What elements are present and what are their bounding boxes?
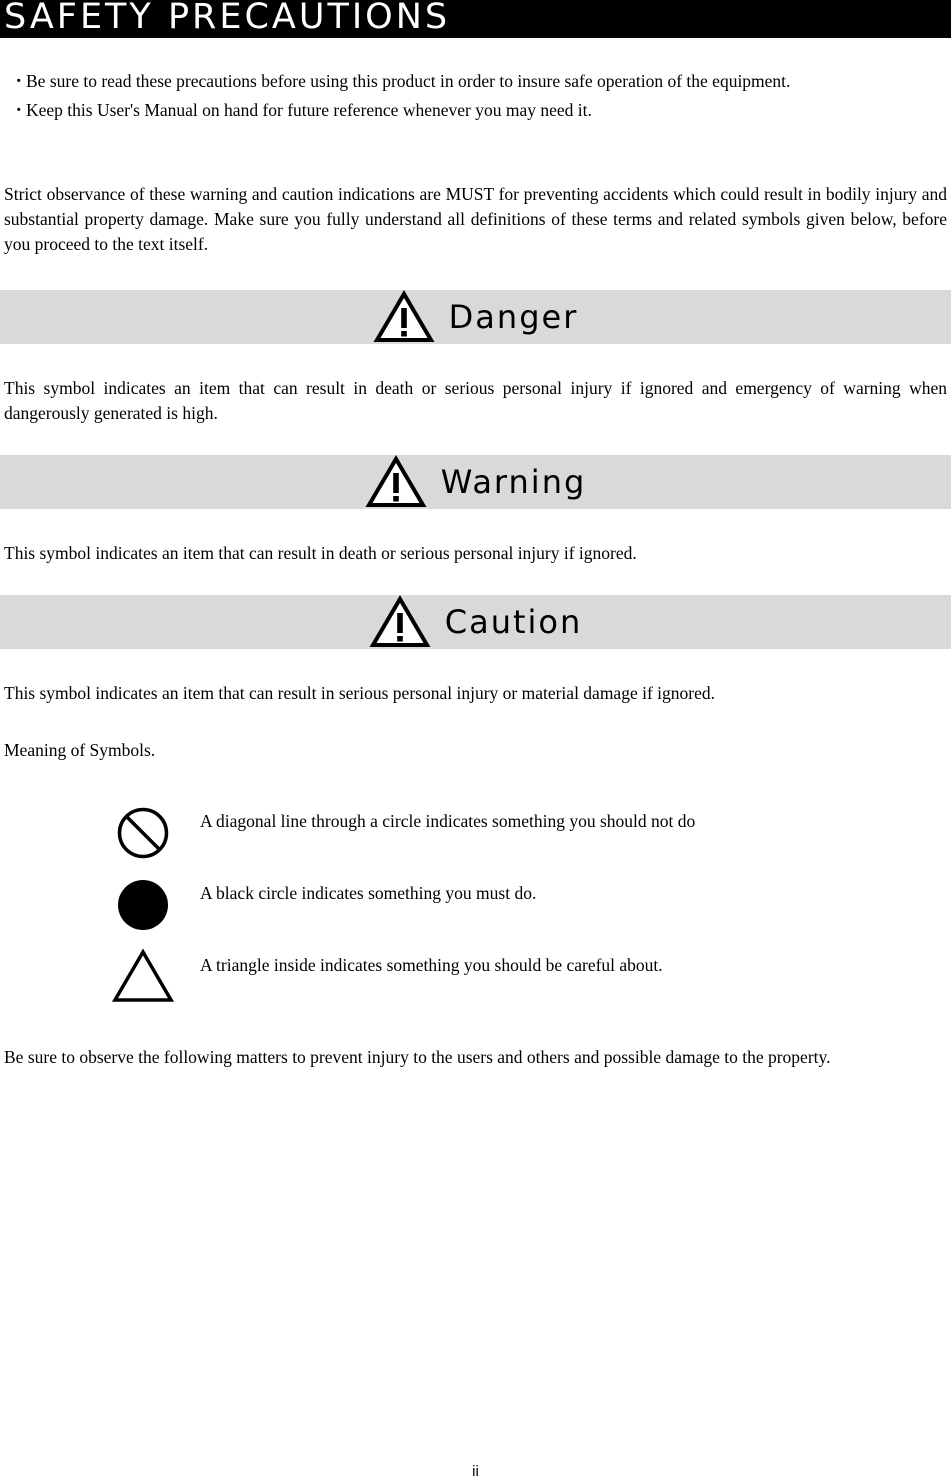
closing-paragraph: Be sure to observe the following matters to prevent injury to the users and others and possible damage to the property. <box>4 1047 831 1067</box>
danger-description: This symbol indicates an item that can result in death or serious personal injury if ignored and emergency of warning when dangerously generated is high. <box>4 378 947 423</box>
symbol-description: A diagonal line through a circle indicates something you should not do <box>200 811 696 831</box>
caution-band <box>0 595 951 649</box>
caution-label: Caution <box>444 603 583 641</box>
danger-band <box>0 290 951 344</box>
page-number: ii <box>472 1463 479 1480</box>
bullet-text: Keep this User's Manual on hand for future reference whenever you may need it. <box>26 100 592 120</box>
page-title: SAFETY PRECAUTIONS <box>4 0 451 37</box>
bullet-item <box>0 98 947 123</box>
symbols-heading: Meaning of Symbols. <box>4 740 156 760</box>
caution-outline-triangle-icon <box>110 946 176 1006</box>
caution-description: This symbol indicates an item that can result in serious personal injury or material damage if ignored. <box>4 683 715 703</box>
bullet-item <box>0 69 947 94</box>
title-bar <box>0 0 951 38</box>
warning-label: Warning <box>440 463 587 501</box>
mandatory-circle-icon <box>110 874 176 934</box>
warning-description: This symbol indicates an item that can result in death or serious personal injury if ignored. <box>4 543 637 563</box>
observance-paragraph: Strict observance of these warning and caution indications are MUST for preventing accidents which could result in bodily injury and substantial property damage. Make sure you fully understand all definitions of these terms and related symbols given below, before you proceed to the text itself. <box>4 184 947 254</box>
bullet-marker: ・ <box>10 100 28 120</box>
bullet-marker: ・ <box>10 71 28 91</box>
danger-label: Danger <box>448 298 579 336</box>
symbol-description: A triangle inside indicates something you should be careful about. <box>200 955 663 975</box>
warning-triangle-icon <box>365 455 427 509</box>
intro-bullet-list <box>0 69 947 127</box>
bullet-text: Be sure to read these precautions before using this product in order to insure safe operation of the equipment. <box>26 71 791 91</box>
caution-triangle-icon <box>369 595 431 649</box>
danger-warning-triangle-icon <box>373 290 435 344</box>
warning-band <box>0 455 951 509</box>
symbol-description: A black circle indicates something you must do. <box>200 883 537 903</box>
prohibition-icon <box>110 802 176 862</box>
